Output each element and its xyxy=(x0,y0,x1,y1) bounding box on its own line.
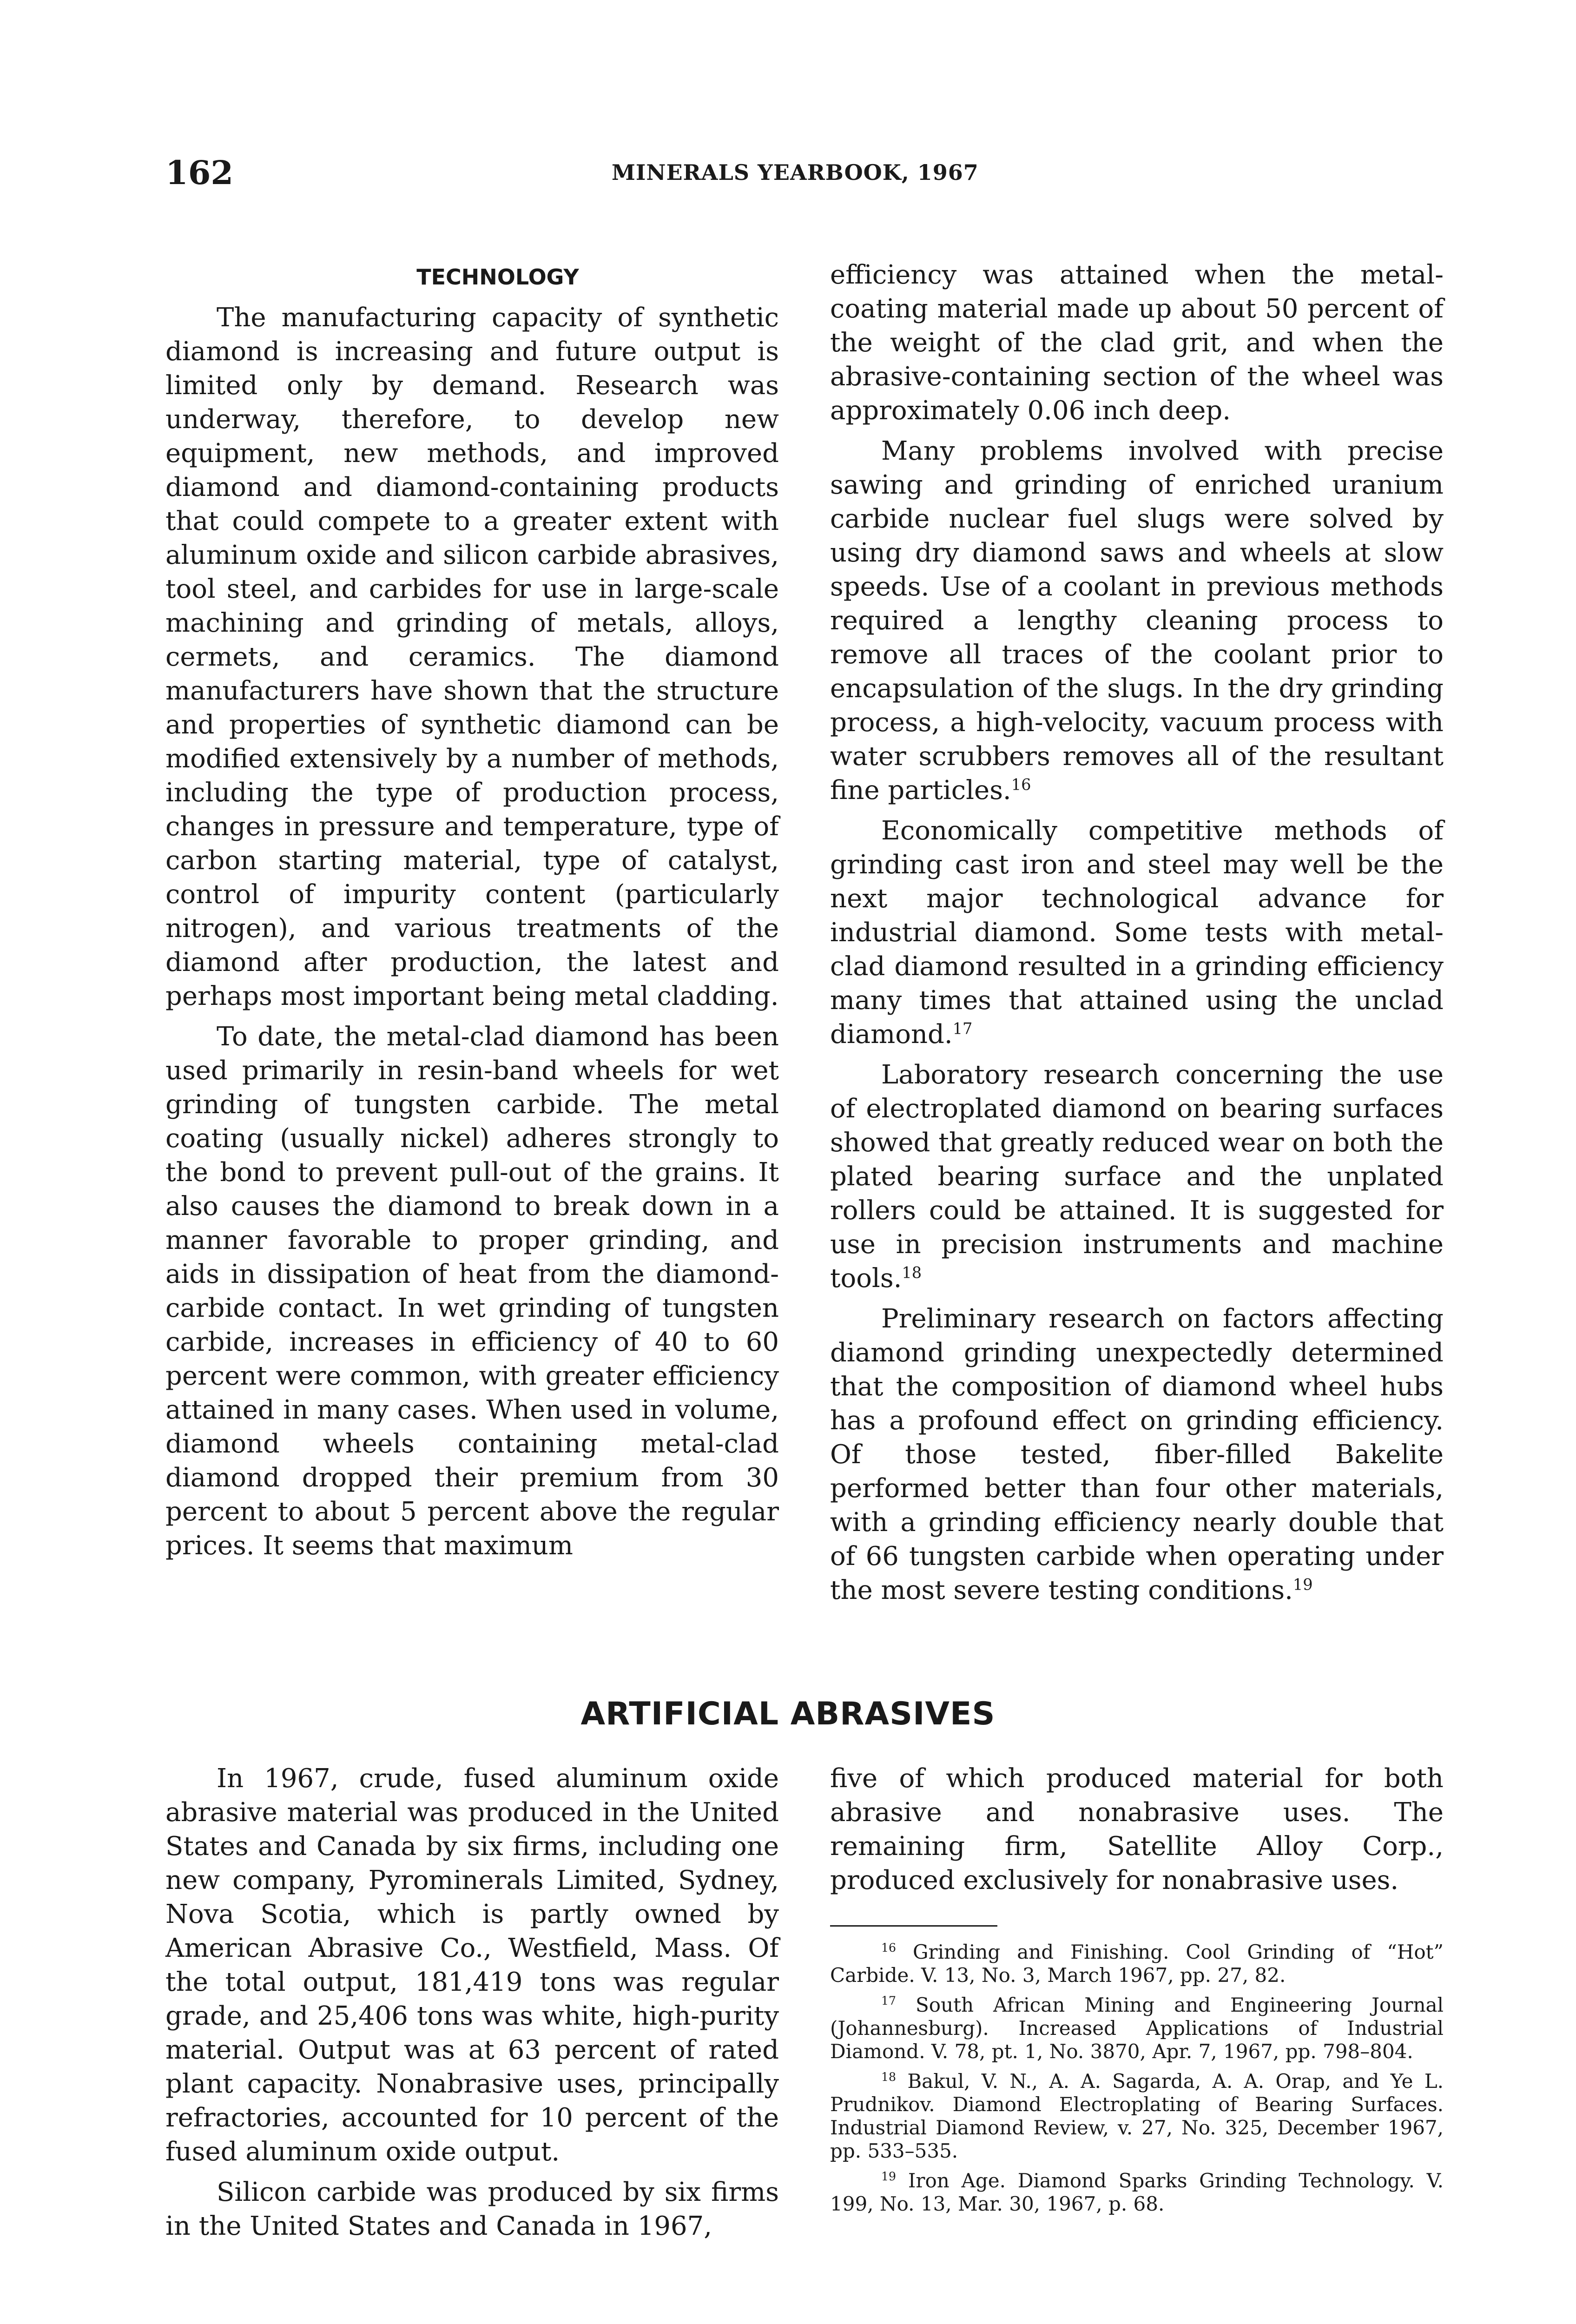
abrasives-left-column xyxy=(165,1762,779,2250)
paragraph: efficiency was attained when the metal-coating material made up about 50 percent of the weight of the clad grit, and when the abrasive-containing section of the wheel was approximately 0.06 inch deep. xyxy=(830,260,1444,426)
page-number: 162 xyxy=(165,153,234,192)
technology-right-column xyxy=(830,258,1444,1614)
abrasives-right-column xyxy=(830,1762,1444,2222)
footnote: $^{19}$ Iron Age. Diamond Sparks Grinding Technology. V. 199, No. 13, Mar. 30, 1967, p. 68. xyxy=(830,2169,1444,2215)
technology-heading: TECHNOLOGY xyxy=(416,264,579,290)
footnote-divider xyxy=(830,1925,997,1927)
footnote-ref: 18 xyxy=(902,1263,922,1282)
footnote: $^{17}$ South African Mining and Engineering Journal (Johannesburg). Increased Applications of Industrial Diamond. V. 78, pt. 1, No. 3870, Apr. 7, 1967, pp. 798–804. xyxy=(830,1994,1444,2063)
paragraph: five of which produced material for both abrasive and nonabrasive uses. The remaining firm, Satellite Alloy Corp., produced exclusively for nonabrasive uses. xyxy=(830,1763,1444,1895)
footnote: $^{16}$ Grinding and Finishing. Cool Grinding of “Hot” Carbide. V. 13, No. 3, March 1967, pp. 27, 82. xyxy=(830,1941,1444,1987)
footnote-ref: 19 xyxy=(1292,1575,1313,1594)
paragraph: To date, the metal-clad diamond has been used primarily in resin-band wheels for wet grinding of tungsten carbide. The metal coating (usually nickel) adheres strongly to the bond to prevent pull-out of the grains. It also causes the diamond to break down in a manner favorable to proper grinding, and aids in dissipation of heat from the diamond-carbide contact. In wet grinding of tungsten carbide, increases in efficiency of 40 to 60 percent were common, with greater efficiency attained in many cases. When used in volume, diamond wheels containing metal-clad diamond dropped their premium from 30 percent to about 5 percent above the regular prices. It seems that maximum xyxy=(165,1022,779,1561)
section-heading: ARTIFICIAL ABRASIVES xyxy=(580,1696,996,1732)
paragraph: Preliminary research on factors affecting diamond grinding unexpectedly determined that the composition of diamond wheel hubs has a profound effect on grinding efficiency. Of those tested, fiber-filled Bakelite performed better than four other materials, with a grinding efficiency nearly double that of 66 tungsten carbide when operating under the most severe testing conditions.$^{19}$ xyxy=(830,1304,1444,1605)
footnote-ref: 17 xyxy=(952,1019,973,1038)
running-title: MINERALS YEARBOOK, 1967 xyxy=(612,160,979,185)
paragraph: Laboratory research concerning the use of electroplated diamond on bearing surfaces showed that greatly reduced wear on both the plated bearing surface and the unplated rollers could be attained. It is suggested for use in precision instruments and machine tools.$^{18}$ xyxy=(830,1060,1444,1294)
paragraph: Many problems involved with precise sawing and grinding of enriched uranium carbide nuclear fuel slugs were solved by using dry diamond saws and wheels at slow speeds. Use of a coolant in previous methods required a lengthy cleaning process to remove all traces of the coolant prior to encapsulation of the slugs. In the dry grinding process, a high-velocity, vacuum process with water scrubbers removes all of the resultant fine particles.$^{16}$ xyxy=(830,436,1444,805)
footnote: $^{18}$ Bakul, V. N., A. A. Sagarda, A. A. Orap, and Ye L. Prudnikov. Diamond Electroplating of Bearing Surfaces. Industrial Diamond Review, v. 27, No. 325, December 1967, pp. 533–535. xyxy=(830,2070,1444,2162)
paragraph: Economically competitive methods of grinding cast iron and steel may well be the next major technological advance for industrial diamond. Some tests with metal-clad diamond resulted in a grinding efficiency many times that attained using the unclad diamond.$^{17}$ xyxy=(830,816,1444,1050)
technology-left-column xyxy=(165,260,779,1569)
page-header xyxy=(165,153,1448,191)
footnote-ref: 16 xyxy=(1011,775,1031,794)
paragraph: The manufacturing capacity of synthetic diamond is increasing and future output is limited only by demand. Research was underway, therefore, to develop new equipment, new methods, and improved diamond and diamond-containing products that could compete to a greater extent with aluminum oxide and silicon carbide abrasives, tool steel, and carbides for use in large-scale machining and grinding of metals, alloys, cermets, and ceramics. The diamond manufacturers have shown that the structure and properties of synthetic diamond can be modified extensively by a number of methods, including the type of production process, changes in pressure and temperature, type of carbon starting material, type of catalyst, control of impurity content (particularly nitrogen), and various treatments of the diamond after production, the latest and perhaps most important being metal cladding. xyxy=(165,303,779,1011)
paragraph: Silicon carbide was produced by six firms in the United States and Canada in 1967, xyxy=(165,2177,779,2241)
paragraph: In 1967, crude, fused aluminum oxide abrasive material was produced in the United States and Canada by six firms, including one new company, Pyrominerals Limited, Sydney, Nova Scotia, which is partly owned by American Abrasive Co., Westfield, Mass. Of the total output, 181,419 tons was regular grade, and 25,406 tons was white, high-purity material. Output was at 63 percent of rated plant capacity. Nonabrasive uses, principally refractories, accounted for 10 percent of the fused aluminum oxide output. xyxy=(165,1763,779,2167)
